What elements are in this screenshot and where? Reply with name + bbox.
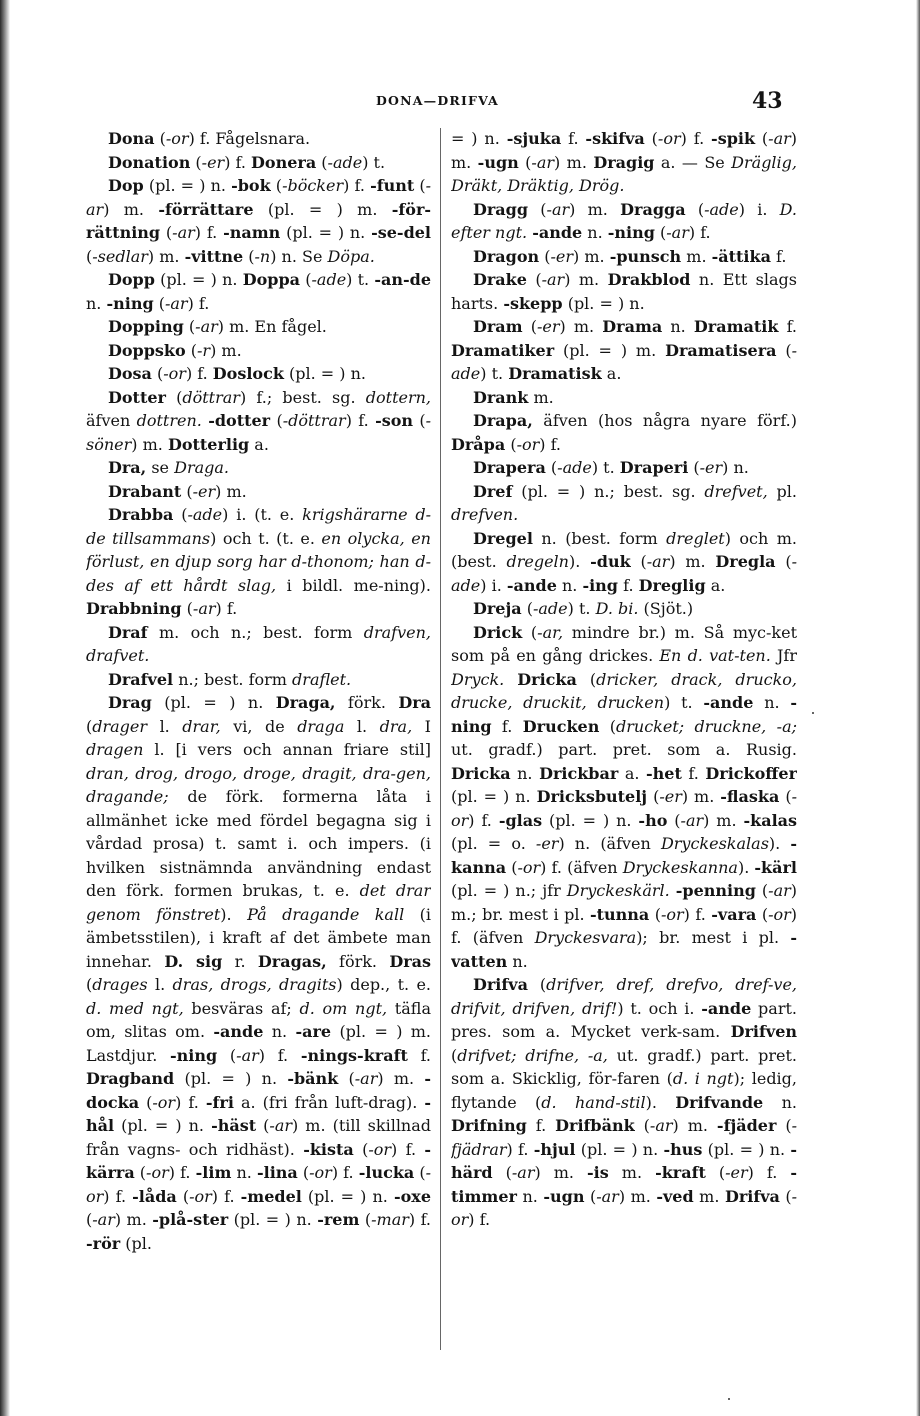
dictionary-entry: Donation (-er) f. Donera (-ade) t. xyxy=(108,152,386,172)
dictionary-entry: Drapera (-ade) t. Draperi (-er) n. xyxy=(473,458,749,477)
page-number: 43 xyxy=(752,88,783,114)
dictionary-entry: Dop (pl. = ) n. -bok (-böcker) f. -funt (-ar) m. -förrättare (pl. = ) m. -för-rättning (-ar) f. -namn (pl. = ) n. -se-del (-sedlar) m. -vittne (-n) n. Se Döpa. xyxy=(86,176,431,266)
page-edge-shadow xyxy=(0,0,10,1416)
dictionary-entry: Dotter (döttrar) f.; best. sg. dottern, äfven dottren. -dotter (-döttrar) f. -son (-söner) m. Dotterlig a. xyxy=(86,387,431,454)
dictionary-entry: Dra, se Draga. xyxy=(108,458,229,477)
dictionary-entry: Dopp (pl. = ) n. Doppa (-ade) t. -an-de n. -ning (-ar) f. xyxy=(86,270,431,313)
dictionary-entry: Drifva (drifver, dref, drefvo, dref-ve, drifvit, drifven, drif!) t. och i. -ande part. pres. som a. Mycket verk-sam. Drifven (drifvet; drifne, -a, ut. gradf.) part. pret. som a. Skicklig, för-faren (d. i ngt); ledig, flytande (d. hand-stil). Drifvande n. Drifning f. Drifbänk (-ar) m. -fjäder (-fjädrar) f. -hjul (pl. = ) n. -hus (pl. = ) n. -härd (-ar) m. -is m. -kraft (-er) f. -timmer n. -ugn (-ar) m. -ved m. Drifva (-or) f. xyxy=(451,975,797,1229)
print-speck xyxy=(728,1398,730,1400)
left-column xyxy=(86,127,431,1365)
dictionary-entry: Drabba (-ade) i. (t. e. krigshärarne d-de tillsammans) och t. (t. e. en olycka, en förlust, en djup sorg har d-thonom; han d-des af ett hårdt slag, i bildl. me-ning). Drabbning (-ar) f. xyxy=(86,505,431,618)
dictionary-entry: Dregel n. (best. form dreglet) och m. (best. dregeln). -duk (-ar) m. Dregla (-ade) i. -ande n. -ing f. Dreglig a. xyxy=(451,528,797,595)
dictionary-entry: Doppsko (-r) m. xyxy=(108,340,242,360)
dictionary-entry: Drapa, äfven (hos några nyare förf.) Dråpa (-or) f. xyxy=(451,411,797,454)
column-divider xyxy=(440,128,441,1350)
dictionary-entry: Drag (pl. = ) n. Draga, förk. Dra (drager l. drar, vi, de draga l. dra, I dragen l. [i vers och annan friare stil] dran, drog, drogo, droge, dragit, dra-gen, dragande; de förk. formerna låta i allmänhet icke med fördel begagna sig i vårdad prosa) t. samt i. och impers. (i hvilken sistnämnda användning endast den förk. formen brukas, t. e. det drar genom fönstret). På dragande kall (i ämbetsstilen), i kraft af det ämbete man innehar. D. sig r. Dragas, förk. Dras (drages l. dras, drogs, dragits) dep., t. e. d. med ngt, besväras af; d. om ngt, täfla om, slitas om. -ande n. -are (pl. = ) m. Lastdjur. -ning (-ar) f. -nings-kraft f. Dragband (pl. = ) n. -bänk (-ar) m. -docka (-or) f. -fri a. (fri från luft-drag). -hål (pl. = ) n. -häst (-ar) m. (till skillnad från vagns- och ridhäst). -kista (-or) f. -kärra (-or) f. -lim n. -lina (-or) f. -lucka (-or) f. -låda (-or) f. -medel (pl. = ) n. -oxe (-ar) m. -plå-ster (pl. = ) n. -rem (-mar) f. -rör (pl. xyxy=(86,693,431,1253)
dictionary-entry: Drake (-ar) m. Drakblod n. Ett slags harts. -skepp (pl. = ) n. xyxy=(451,270,797,313)
dictionary-entry: Draf m. och n.; best. form drafven, drafvet. xyxy=(86,622,431,665)
dictionary-entry: Dram (-er) m. Drama n. Dramatik f. Dramatiker (pl. = ) m. Dramatisera (-ade) t. Dramatisk a. xyxy=(451,317,797,383)
dictionary-entry: Drafvel n.; best. form draflet. xyxy=(108,669,352,689)
dictionary-entry: Dragg (-ar) m. Dragga (-ade) i. D. efter ngt. -ande n. -ning (-ar) f. xyxy=(451,199,797,242)
page-edge-shadow-right xyxy=(916,0,920,1416)
dictionary-entry: = ) n. -sjuka f. -skifva (-or) f. -spik (-ar) m. -ugn (-ar) m. Dragig a. — Se Dräglig, Dräkt, Dräktig, Drög. xyxy=(451,129,797,195)
running-header: DONA—DRIFVA xyxy=(376,93,499,108)
dictionary-entry: Dragon (-er) m. -punsch m. -ättika f. xyxy=(473,246,787,266)
print-speck xyxy=(812,712,814,714)
dictionary-entry: Dref (pl. = ) n.; best. sg. drefvet, pl. drefven. xyxy=(451,481,797,524)
dictionary-entry: Dreja (-ade) t. D. bi. (Sjöt.) xyxy=(473,599,694,618)
dictionary-entry: Dona (-or) f. Fågelsnara. xyxy=(108,129,311,148)
right-column xyxy=(451,127,797,1365)
dictionary-entry: Dopping (-ar) m. En fågel. xyxy=(108,317,327,336)
dictionary-entry: Drick (-ar, mindre br.) m. Så myc-ket som på en gång drickes. En d. vat-ten. Jfr Dryck. Dricka (dricker, drack, drucko, drucke, druckit, drucken) t. -ande n. -ning f. Drucken (drucket; druckne, -a; ut. gradf.) part. pret. som a. Rusig. Dricka n. Drickbar a. -het f. Drickoffer (pl. = ) n. Dricksbutelj (-er) m. -flaska (-or) f. -glas (pl. = ) n. -ho (-ar) m. -kalas (pl. = o. -er) n. (äfven Dryckeskalas). -kanna (-or) f. (äfven Dryckeskanna). -kärl (pl. = ) n.; jfr Dryckeskärl. -penning (-ar) m.; br. mest i pl. -tunna (-or) f. -vara (-or) f. (äfven Dryckesvara); br. mest i pl. -vatten n. xyxy=(451,622,797,971)
dictionary-entry: Drank m. xyxy=(473,387,554,407)
dictionary-entry: Drabant (-er) m. xyxy=(108,481,247,501)
dictionary-entry: Dosa (-or) f. Doslock (pl. = ) n. xyxy=(108,364,367,383)
